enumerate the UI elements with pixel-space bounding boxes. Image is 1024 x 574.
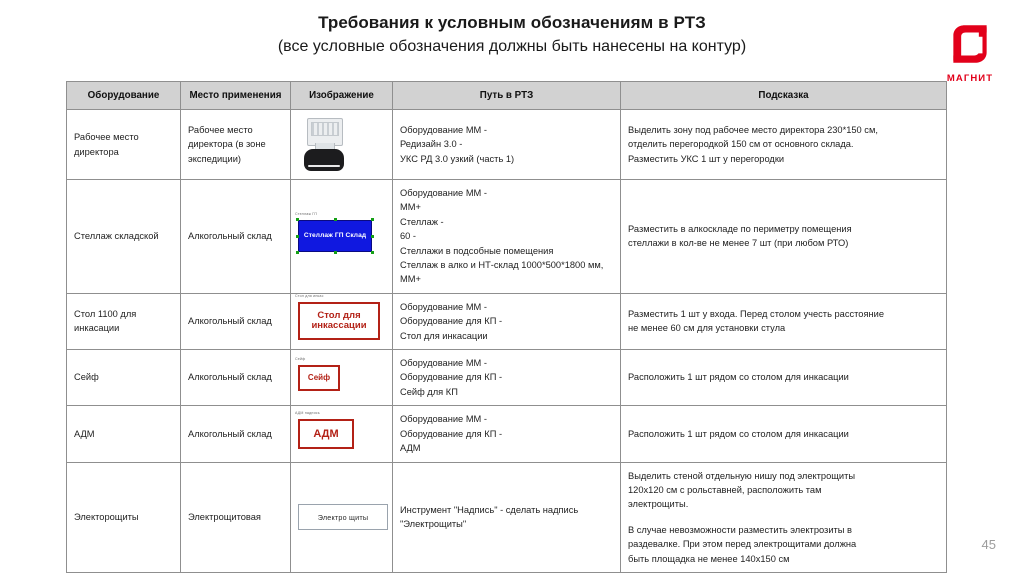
path-line: Стеллажи в подсобные помещения — [400, 245, 554, 256]
column-header-path: Путь в РТЗ — [393, 82, 621, 110]
cell-place: Алкогольный склад — [181, 293, 291, 349]
page-number: 45 — [981, 537, 996, 552]
hint-spacer — [628, 512, 939, 523]
column-header-image: Изображение — [291, 82, 393, 110]
hint-line: Выделить зону под рабочее место директора 230*150 см, — [628, 124, 878, 135]
path-line: Стеллаж - — [400, 216, 444, 227]
path-line: Оборудование ММ - — [400, 358, 487, 369]
cell-place: Рабочее место директора (в зоне экспедиции) — [181, 110, 291, 180]
cell-image — [291, 110, 393, 180]
cell-path — [393, 350, 621, 406]
magnit-logo-icon — [944, 18, 996, 70]
uks-device-icon — [298, 118, 350, 172]
table-row — [67, 293, 947, 349]
cell-path — [393, 406, 621, 462]
hint-line: раздевалке. При этом перед электрощитами должна — [628, 539, 857, 550]
path-line: 60 - — [400, 231, 417, 242]
selection-tagline: Сейф — [295, 356, 306, 361]
hint-line: Разместить в алкоскладе по периметру помещения — [628, 224, 852, 235]
path-line: Оборудование для КП - — [400, 372, 503, 383]
path-line: Оборудование ММ - — [400, 414, 487, 425]
hint-line: электрощиты. — [628, 499, 689, 510]
table-row — [67, 406, 947, 462]
cell-equipment: Рабочее место директора — [67, 110, 181, 180]
cell-image — [291, 180, 393, 294]
requirements-table — [66, 81, 947, 573]
hint-line: отделить перегородкой 150 см от основного склада. — [628, 139, 854, 150]
requirements-table-wrapper — [66, 81, 946, 573]
cell-hint — [621, 110, 947, 180]
page-title: Требования к условным обозначениям в РТЗ — [318, 13, 706, 32]
cell-hint — [621, 180, 947, 294]
hint-line: стеллажи в кол-ве не менее 7 шт (при любом РТО) — [628, 238, 849, 249]
path-line: Оборудование для КП - — [400, 428, 503, 439]
cell-equipment: АДМ — [67, 406, 181, 462]
table-row — [67, 180, 947, 294]
selection-tagline: АДМ надпись — [295, 410, 320, 415]
cell-image — [291, 406, 393, 462]
path-line: Оборудование ММ - — [400, 301, 487, 312]
hint-line: Разместить 1 шт у входа. Перед столом учесть расстояние — [628, 309, 884, 320]
table-row — [67, 462, 947, 572]
page-subtitle: (все условные обозначения должны быть нанесены на контур) — [277, 37, 747, 55]
cell-hint — [621, 406, 947, 462]
hint-line: быть площадка не менее 140х150 см — [628, 553, 790, 564]
path-line: УКС РД 3.0 узкий (часть 1) — [400, 153, 515, 164]
path-line: АДМ — [400, 443, 421, 454]
magnit-logo — [934, 18, 1006, 84]
hint-line: Разместить УКС 1 шт у перегородки — [628, 153, 785, 164]
selection-tagline: Стол для инкас — [295, 294, 324, 299]
cell-hint — [621, 462, 947, 572]
path-line: "Электрощиты" — [400, 519, 467, 530]
adm-stamp-text: АДМ — [298, 419, 354, 449]
cell-place: Алкогольный склад — [181, 406, 291, 462]
path-line: Оборудование ММ - — [400, 124, 487, 135]
cell-path — [393, 462, 621, 572]
path-line: Оборудование ММ - — [400, 188, 487, 198]
hint-line: Расположить 1 шт рядом со столом для инкасации — [628, 428, 849, 439]
cash-table-stamp-text: Стол для инкассации — [298, 302, 380, 340]
path-line: Инструмент "Надпись" - сделать надпись — [400, 504, 579, 515]
slide-title-block — [140, 12, 884, 58]
cell-equipment: Сейф — [67, 350, 181, 406]
path-line: Сейф для КП — [400, 386, 458, 397]
cell-place: Алкогольный склад — [181, 350, 291, 406]
safe-stamp-text: Сейф — [298, 365, 340, 391]
table-row — [67, 110, 947, 180]
column-header-hint: Подсказка — [621, 82, 947, 110]
hint-line: не менее 60 см для установки стула — [628, 323, 786, 334]
hint-line: Выделить стеной отдельную нишу под электрощиты — [628, 470, 856, 481]
hint-line: 120х120 см с рольставней, расположить там — [628, 484, 822, 495]
path-line: Стол для инкасации — [400, 330, 488, 341]
column-header-equipment: Оборудование — [67, 82, 181, 110]
cell-path — [393, 293, 621, 349]
cell-equipment: Стеллаж складской — [67, 180, 181, 294]
cell-equipment: Стол 1100 для инкасации — [67, 293, 181, 349]
hint-line: Расположить 1 шт рядом со столом для инкасации — [628, 372, 849, 383]
selection-tagline: Стеллаж ГП — [295, 212, 318, 217]
path-line: Стеллаж в алко и НТ-склад 1000*500*1800 мм, ММ+ — [400, 260, 604, 285]
rack-label-icon — [295, 212, 372, 252]
cell-image — [291, 293, 393, 349]
table-row — [67, 350, 947, 406]
cell-path — [393, 180, 621, 294]
path-line: Редизайн 3.0 - — [400, 139, 463, 150]
path-line: Оборудование для КП - — [400, 316, 503, 327]
hint-line: В случае невозможности разместить электрозиты в — [628, 524, 852, 535]
cell-image — [291, 350, 393, 406]
table-header-row — [67, 82, 947, 110]
path-line: ММ+ — [400, 202, 421, 213]
cell-path — [393, 110, 621, 180]
electro-panel-label-icon: Электро щиты — [298, 504, 388, 530]
cell-image — [291, 462, 393, 572]
cell-place: Алкогольный склад — [181, 180, 291, 294]
cell-equipment: Электорощиты — [67, 462, 181, 572]
column-header-place: Место применения — [181, 82, 291, 110]
cell-hint — [621, 350, 947, 406]
rack-label-text: Стеллаж ГП Склад — [298, 220, 372, 252]
cell-hint — [621, 293, 947, 349]
adm-stamp-icon — [295, 410, 354, 449]
cell-place: Электрощитовая — [181, 462, 291, 572]
cash-table-stamp-icon — [295, 294, 380, 340]
safe-stamp-icon — [295, 356, 340, 391]
magnit-logo-text: МАГНИТ — [946, 73, 994, 84]
